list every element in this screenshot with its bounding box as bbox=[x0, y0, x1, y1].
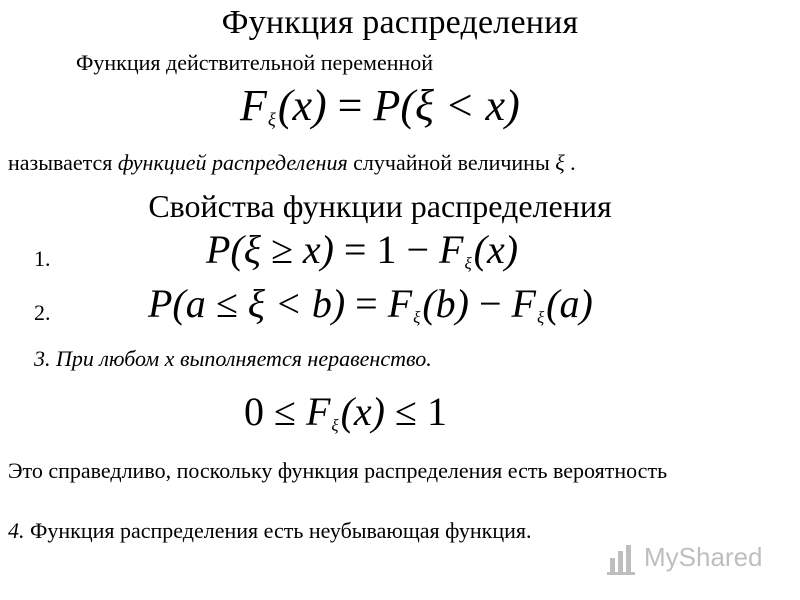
property-3-text: 3. При любом x выполняется неравенство. bbox=[34, 346, 432, 371]
property-2-sub2: ξ bbox=[536, 307, 545, 327]
inequality-sub: ξ bbox=[331, 415, 339, 435]
inequality-arg: (x) bbox=[340, 389, 385, 434]
formula-subscript: ξ bbox=[267, 110, 276, 131]
property-2-minus: − bbox=[468, 281, 512, 326]
property-1-f: F bbox=[439, 227, 464, 272]
property-1-left: P(ξ ≥ x) bbox=[206, 227, 334, 272]
definition-before: называется bbox=[8, 150, 118, 175]
inequality-right: ≤ 1 bbox=[384, 389, 447, 434]
property-2-number: 2. bbox=[34, 300, 51, 325]
inequality-left: 0 ≤ bbox=[244, 389, 306, 434]
watermark-text: MyShared bbox=[644, 542, 763, 572]
property-2-f1: F bbox=[387, 281, 413, 326]
watermark bbox=[602, 538, 777, 578]
definition-after: случайной величины bbox=[347, 150, 556, 175]
paragraph-1: Это справедливо, поскольку функция распределения есть вероятность bbox=[8, 458, 668, 483]
paragraph-2-number: 4. bbox=[8, 518, 25, 543]
property-1-formula bbox=[206, 227, 519, 273]
formula-eq: = bbox=[337, 81, 363, 130]
property-2-sub1: ξ bbox=[413, 307, 421, 327]
property-1-number: 1. bbox=[34, 246, 51, 271]
definition-sentence bbox=[8, 150, 576, 176]
myshared-logo-icon bbox=[604, 540, 640, 576]
property-2-arg1: (b) bbox=[422, 281, 469, 326]
slide-title: Функция распределения bbox=[221, 4, 579, 41]
property-2-eq: = bbox=[355, 281, 388, 326]
main-formula bbox=[240, 81, 520, 131]
property-2-formula bbox=[148, 281, 593, 327]
paragraph-2 bbox=[8, 518, 532, 544]
definition-symbol: ξ bbox=[555, 150, 565, 175]
property-1-sub: ξ bbox=[464, 253, 472, 273]
definition-emphasis: функцией распределения bbox=[117, 150, 348, 175]
property-2-left: P(a ≤ ξ < b) bbox=[148, 281, 346, 326]
inequality-formula bbox=[244, 389, 447, 435]
property-2-arg2: (a) bbox=[546, 281, 593, 326]
section-title: Свойства функции распределения bbox=[148, 188, 612, 224]
property-1-eq: = 1 − bbox=[343, 227, 440, 272]
inequality-f: F bbox=[305, 389, 331, 434]
definition-end: . bbox=[564, 150, 576, 175]
formula-rhs: P(ξ < x) bbox=[373, 81, 520, 130]
paragraph-2-text: Функция распределения есть неубывающая функция. bbox=[24, 518, 532, 543]
subtitle: Функция действительной переменной bbox=[76, 50, 434, 75]
property-2-f2: F bbox=[511, 281, 536, 326]
formula-f: F bbox=[240, 81, 267, 130]
property-1-arg: (x) bbox=[473, 227, 519, 272]
formula-arg: (x) bbox=[277, 81, 327, 130]
